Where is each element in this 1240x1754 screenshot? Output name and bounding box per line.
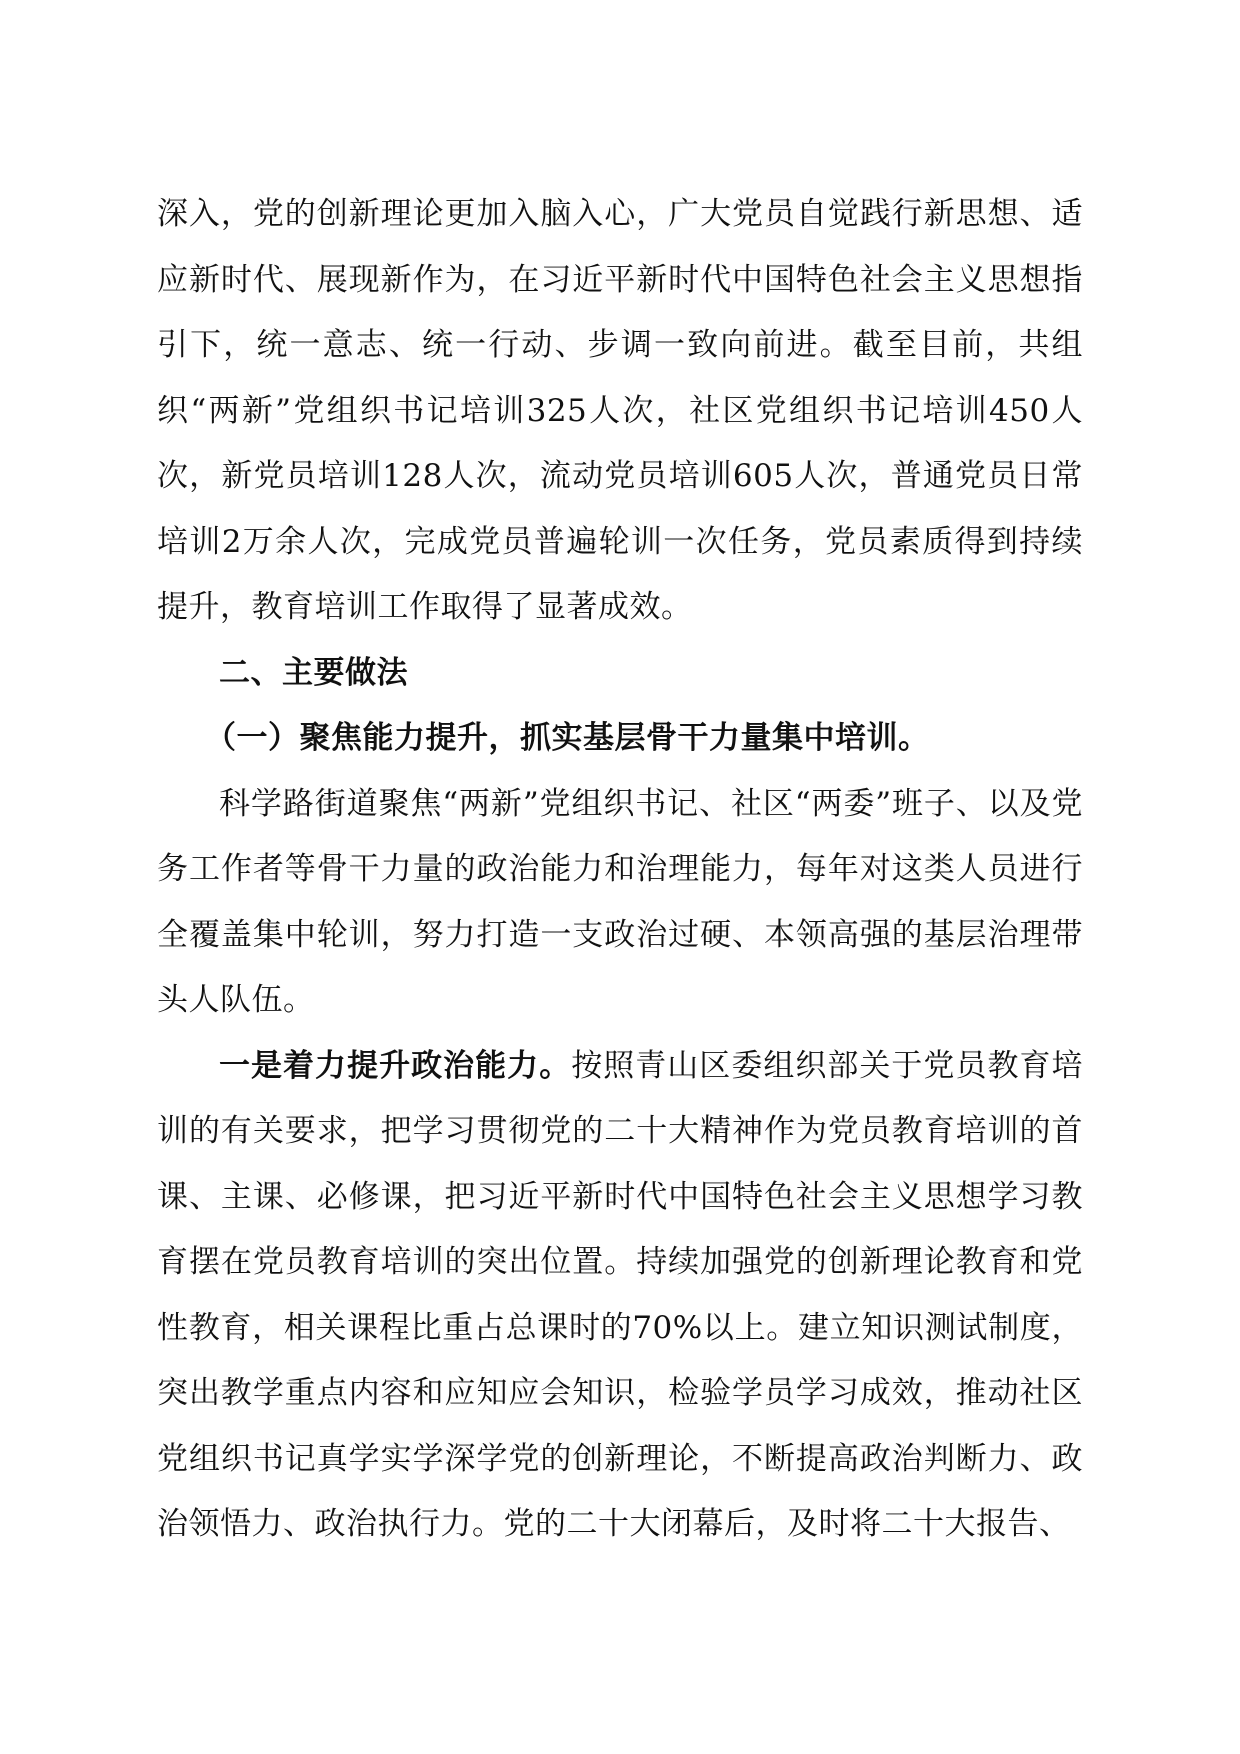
section-heading-main-practices: 二、主要做法	[219, 654, 408, 691]
document-page	[157, 182, 1083, 1558]
intro-paragraph: 深入，党的创新理论更加入脑入心，广大党员自觉践行新思想、适应新时代、展现新作为，在习近平新时代中国特色社会主义思想指引下，统一意志、统一行动、步调一致向前进。截至目前，共组织“两新”党组织书记培训325人次，社区党组织书记培训450人次，新党员培训128人次，流动党员培训605人次，普通党员日常培训2万余人次，完成党员普遍轮训一次任务，党员素质得到持续提升，教育培训工作取得了显著成效。	[157, 196, 1083, 625]
point-one-body: 按照青山区委组织部关于党员教育培训的有关要求，把学习贯彻党的二十大精神作为党员教育培训的首课、主课、必修课，把习近平新时代中国特色社会主义思想学习教育摆在党员教育培训的突出位置。持续加强党的创新理论教育和党性教育，相关课程比重占总课时的70%以上。建立知识测试制度，突出教学重点内容和应知应会知识，检验学员学习成效，推动社区党组织书记真学实学深学党的创新理论，不断提高政治判断力、政治领悟力、政治执行力。党的二十大闭幕后，及时将二十大报告、	[157, 1047, 1084, 1542]
subsection-heading-capacity: （一）聚焦能力提升，抓实基层骨干力量集中培训。	[205, 720, 930, 756]
point-one-lead: 一是着力提升政治能力。	[219, 1047, 572, 1084]
focus-paragraph: 科学路街道聚焦“两新”党组织书记、社区“两委”班子、以及党务工作者等骨干力量的政治能力和治理能力，每年对这类人员进行全覆盖集中轮训，努力打造一支政治过硬、本领高强的基层治理带头人队伍。	[157, 785, 1083, 1018]
point-one-paragraph	[157, 1034, 1083, 1558]
